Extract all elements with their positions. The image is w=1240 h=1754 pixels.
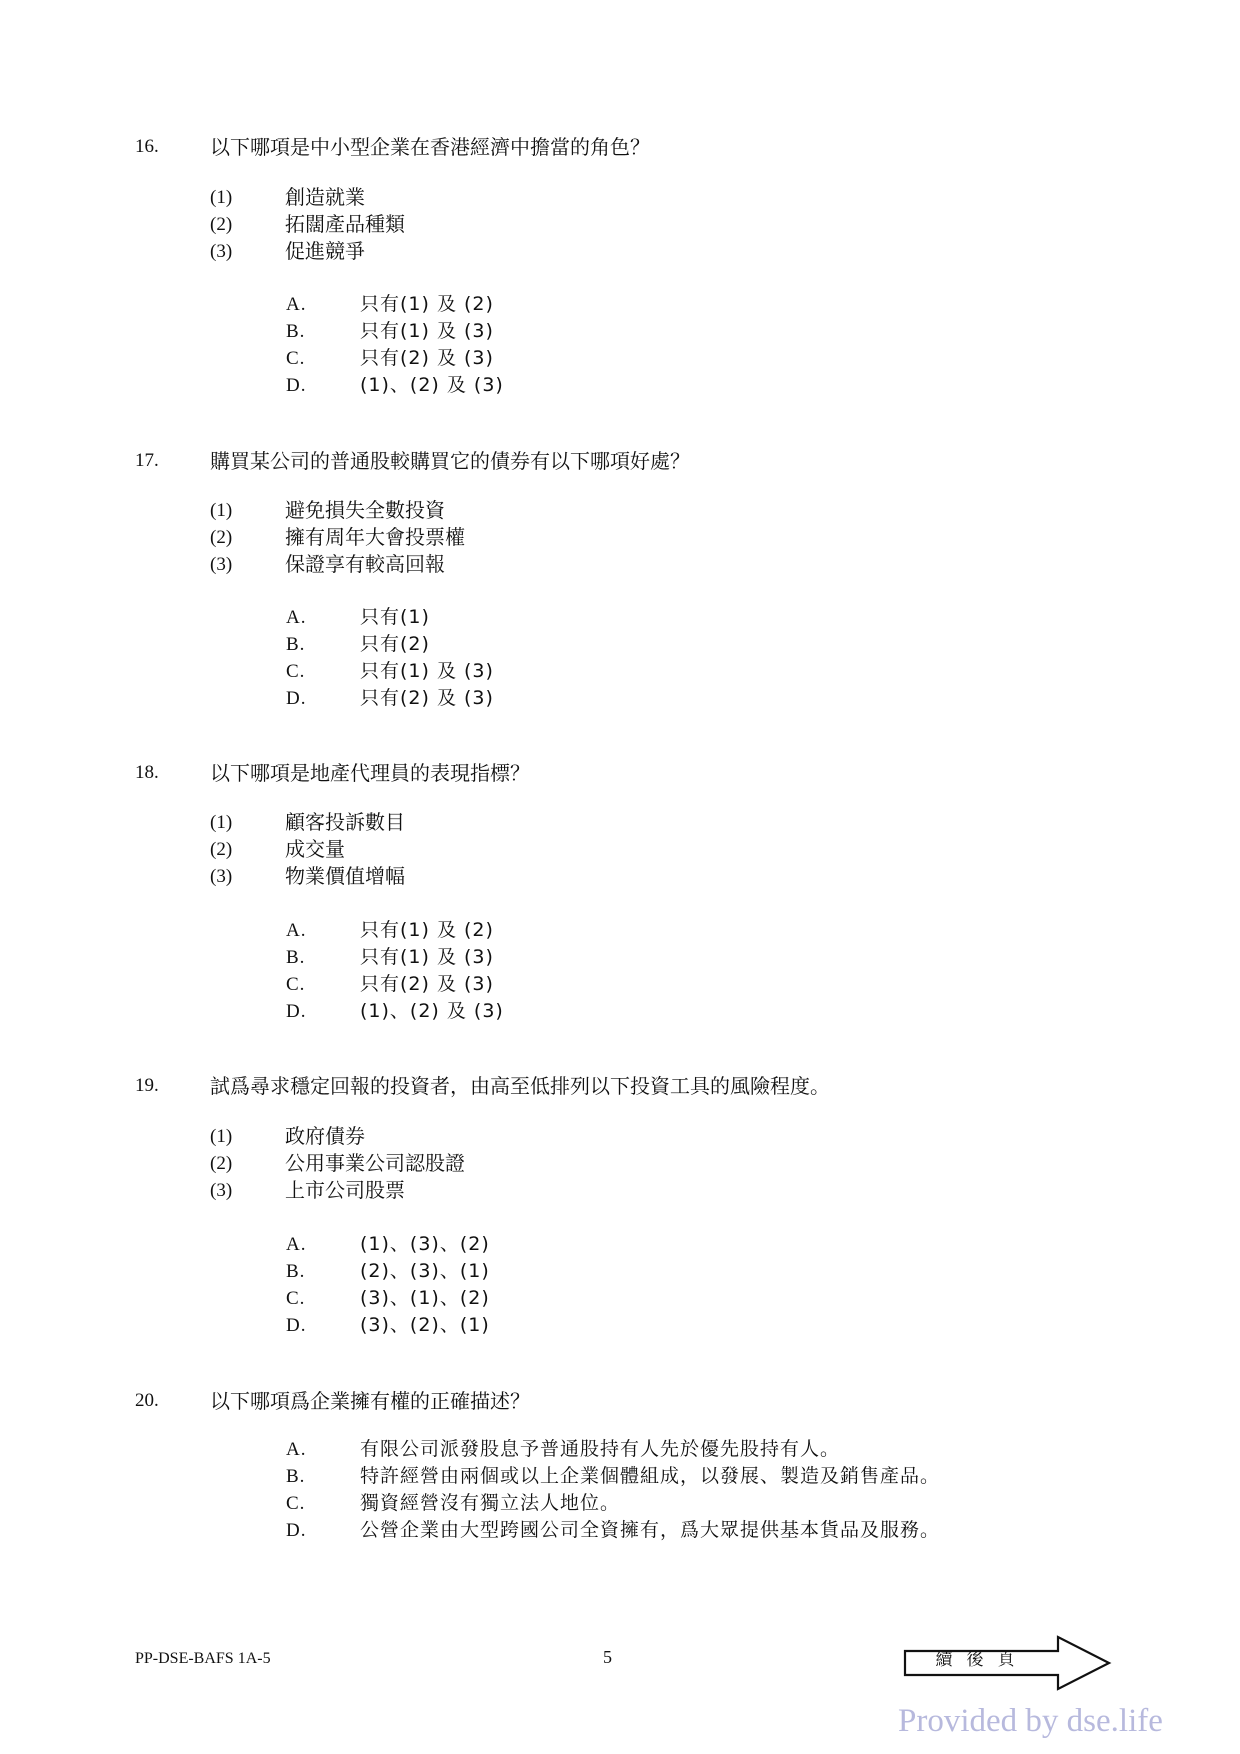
option-letter: C. [286,348,306,369]
page-number: 5 [603,1647,612,1667]
statement-number: (3) [210,1180,233,1201]
option-letter: A. [286,920,307,941]
option-text: 只有(1) 及 (3) [360,320,494,342]
option-text: 只有(1) 及 (2) [360,293,494,315]
option-letter: B. [286,947,306,968]
question-number: 19. [135,1075,159,1096]
statement-text: 公用事業公司認股證 [285,1151,465,1175]
question-text: 購買某公司的普通股較購買它的債券有以下哪項好處？ [210,449,690,473]
statement-number: (1) [210,187,233,208]
option-letter: C. [286,1493,306,1514]
option-letter: A. [286,607,307,628]
option-text: 有限公司派發股息予普通股持有人先於優先股持有人。 [360,1438,841,1460]
option-text: 只有(2) [360,633,430,655]
option-text: 只有(2) 及 (3) [360,687,494,709]
statement-number: (2) [210,527,233,548]
statement-text: 成交量 [285,837,345,861]
option-letter: B. [286,1261,306,1282]
statement-text: 避免損失全數投資 [285,498,445,522]
statement-number: (1) [210,1126,233,1147]
statement-number: (2) [210,214,233,235]
option-letter: C. [286,661,306,682]
option-letter: C. [286,1288,306,1309]
option-letter: A. [286,294,307,315]
option-text: 獨資經營沒有獨立法人地位。 [360,1492,621,1514]
option-letter: D. [286,688,307,709]
option-text: 只有(2) 及 (3) [360,347,494,369]
option-text: 只有(1) [360,606,430,628]
option-text: 特許經營由兩個或以上企業個體組成，以發展、製造及銷售產品。 [360,1465,941,1487]
statement-text: 促進競爭 [285,239,365,263]
statement-text: 顧客投訴數目 [285,810,405,834]
option-letter: A. [286,1439,307,1460]
continue-label: 續後頁 [935,1650,1029,1670]
statement-text: 政府債券 [285,1124,365,1148]
option-text: 只有(1) 及 (2) [360,919,494,941]
option-text: (3)、(2)、(1) [360,1314,490,1336]
option-text: 公營企業由大型跨國公司全資擁有，爲大眾提供基本貨品及服務。 [360,1519,941,1541]
question-number: 18. [135,762,159,783]
statement-number: (3) [210,554,233,575]
question-number: 17. [135,450,159,471]
option-text: 只有(1) 及 (3) [360,946,494,968]
statement-number: (2) [210,839,233,860]
option-letter: C. [286,974,306,995]
option-text: (1)、(2) 及 (3) [360,1000,504,1022]
option-letter: D. [286,1315,307,1336]
option-text: (1)、(2) 及 (3) [360,374,504,396]
statement-text: 擁有周年大會投票權 [285,525,465,549]
option-letter: A. [286,1234,307,1255]
statement-text: 保證享有較高回報 [285,552,445,576]
statement-number: (1) [210,500,233,521]
option-text: (3)、(1)、(2) [360,1287,490,1309]
question-text: 以下哪項是中小型企業在香港經濟中擔當的角色？ [210,135,650,159]
option-letter: D. [286,1520,307,1541]
statement-number: (1) [210,812,233,833]
question-number: 20. [135,1390,159,1411]
option-letter: D. [286,375,307,396]
option-text: 只有(1) 及 (3) [360,660,494,682]
statement-number: (3) [210,241,233,262]
option-text: (1)、(3)、(2) [360,1233,490,1255]
question-text: 以下哪項是地產代理員的表現指標？ [210,761,530,785]
statement-text: 上市公司股票 [285,1178,405,1202]
statement-text: 創造就業 [285,185,365,209]
statement-text: 物業價值增幅 [285,864,405,888]
question-text: 以下哪項爲企業擁有權的正確描述？ [210,1389,530,1413]
statement-number: (2) [210,1153,233,1174]
paper-code: PP-DSE-BAFS 1A-5 [135,1650,271,1667]
option-letter: B. [286,634,306,655]
option-letter: B. [286,1466,306,1487]
option-text: (2)、(3)、(1) [360,1260,490,1282]
statement-number: (3) [210,866,233,887]
option-letter: B. [286,321,306,342]
option-letter: D. [286,1001,307,1022]
question-text: 試爲尋求穩定回報的投資者，由高至低排列以下投資工具的風險程度。 [210,1074,830,1098]
question-number: 16. [135,136,159,157]
statement-text: 拓闊產品種類 [285,212,405,236]
watermark: Provided by dse.life [898,1703,1163,1739]
option-text: 只有(2) 及 (3) [360,973,494,995]
